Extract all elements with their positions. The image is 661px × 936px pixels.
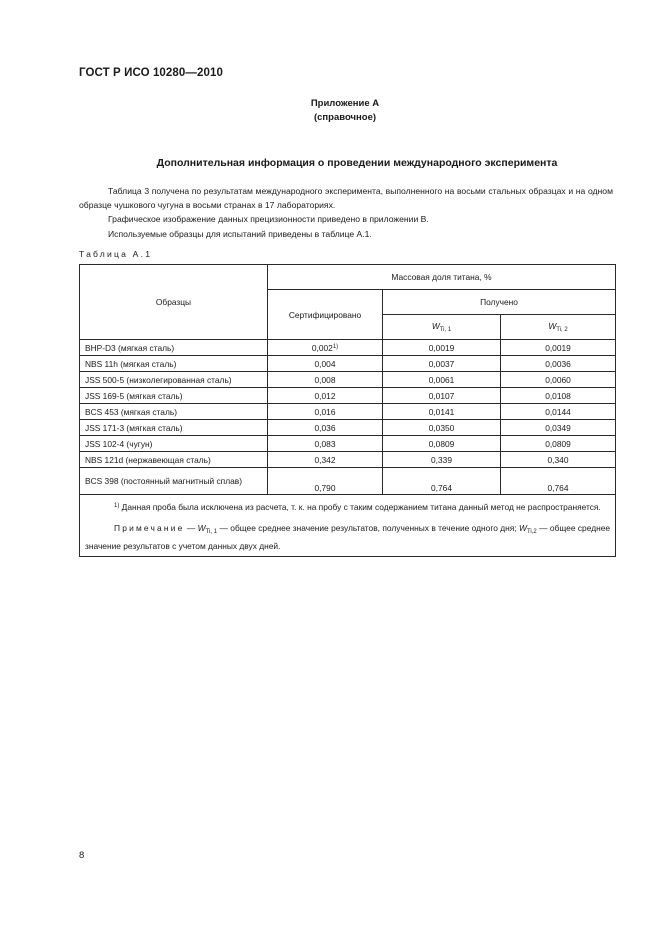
w2-value: 0,0019 <box>501 340 616 356</box>
w2-value: 0,0809 <box>501 436 616 452</box>
sample-name: BCS 398 (постоянный магнитный сплав) <box>80 468 268 495</box>
w-symbol: W <box>431 321 440 331</box>
footnote-marker: 1) <box>114 503 120 509</box>
table-caption: Таблица А.1 <box>79 249 153 259</box>
w-symbol: W <box>519 523 527 533</box>
w1-value: 0,339 <box>383 452 501 468</box>
certified-value: 0,342 <box>268 452 383 468</box>
sample-name: JSS 171-3 (мягкая сталь) <box>80 420 268 436</box>
note <box>85 521 610 553</box>
w-ti-1-subscript: Ti, 1 <box>205 529 218 535</box>
footnote <box>85 499 610 514</box>
sample-name: BHP-D3 (мягкая сталь) <box>80 340 268 356</box>
w2-value: 0,0060 <box>501 372 616 388</box>
w-ti-2-subscript: Ti,2 <box>526 529 537 535</box>
table-row <box>80 404 616 420</box>
certified-value: 0,004 <box>268 356 383 372</box>
certified-value: 0,790 <box>268 468 383 495</box>
header-w-ti-1 <box>383 315 501 340</box>
table-footnotes <box>80 495 616 557</box>
certified-value: 0,012 <box>268 388 383 404</box>
w-symbol: W <box>548 321 557 331</box>
sample-name: NBS 11h (мягкая сталь) <box>80 356 268 372</box>
w1-value: 0,0037 <box>383 356 501 372</box>
w1-value: 0,764 <box>383 468 501 495</box>
w1-value: 0,0141 <box>383 404 501 420</box>
annex-title: Приложение А <box>310 98 380 109</box>
w-symbol: W <box>197 523 206 533</box>
annex-heading <box>0 97 661 125</box>
table-row <box>80 436 616 452</box>
note-w1-definition: — общее среднее значение результатов, полученных в течение одного дня; <box>217 523 517 533</box>
note-label: Примечание <box>114 523 185 533</box>
certified-value: 0,036 <box>268 420 383 436</box>
header-samples: Образцы <box>80 265 268 340</box>
w1-value: 0,0107 <box>383 388 501 404</box>
note-dash: — <box>184 523 198 533</box>
table-row <box>80 356 616 372</box>
w1-value: 0,0809 <box>383 436 501 452</box>
certified-number: 0,002 <box>311 342 333 353</box>
certified-value: 0,016 <box>268 404 383 420</box>
annex-subtitle: (справочное) <box>313 112 377 123</box>
w-ti-2-subscript: Ti, 2 <box>556 327 568 333</box>
intro-text <box>79 184 613 241</box>
certified-value: 0,083 <box>268 436 383 452</box>
table-row <box>80 468 616 495</box>
table-row <box>80 372 616 388</box>
sample-name: BCS 453 (мягкая сталь) <box>80 404 268 420</box>
header-w-ti-2 <box>501 315 616 340</box>
document-id: ГОСТ Р ИСО 10280—2010 <box>79 67 224 79</box>
table-row <box>80 340 616 356</box>
header-mass-fraction: Массовая доля титана, % <box>268 265 616 290</box>
section-title: Дополнительная информация о проведении международного эксперимента <box>156 157 558 169</box>
w2-value: 0,340 <box>501 452 616 468</box>
table-row <box>80 452 616 468</box>
w2-value: 0,0144 <box>501 404 616 420</box>
sample-name: JSS 500-5 (низколегированная сталь) <box>80 372 268 388</box>
intro-paragraph-2: Графическое изображение данных прецизионности приведено в приложении В. <box>108 214 429 225</box>
header-obtained: Получено <box>383 290 616 315</box>
w1-value: 0,0019 <box>383 340 501 356</box>
footnote-text: Данная проба была исключена из расчета, т. к. на пробу с таким содержанием титана данный метод не распространяется. <box>121 502 601 512</box>
table-row <box>80 420 616 436</box>
w2-value: 0,0036 <box>501 356 616 372</box>
sample-name: JSS 102-4 (чугун) <box>80 436 268 452</box>
sample-name: JSS 169-5 (мягкая сталь) <box>80 388 268 404</box>
page-number: 8 <box>79 850 85 861</box>
sample-name: NBS 121d (нержавеющая сталь) <box>80 452 268 468</box>
table-row <box>80 388 616 404</box>
samples-table <box>79 264 616 557</box>
w1-value: 0,0061 <box>383 372 501 388</box>
footnote-reference: 1) <box>332 343 339 350</box>
w2-value: 0,0108 <box>501 388 616 404</box>
w1-value: 0,0350 <box>383 420 501 436</box>
w2-value: 0,0349 <box>501 420 616 436</box>
w-ti-1-subscript: Ti, 1 <box>439 327 452 333</box>
header-certified: Сертифицировано <box>268 290 383 340</box>
certified-value <box>268 340 383 356</box>
intro-paragraph-3: Используемые образцы для испытаний приведены в таблице А.1. <box>108 228 372 239</box>
note-w2-definition: — общее среднее значение результатов с учетом данных двух дней. <box>85 523 611 551</box>
intro-paragraph-1: Таблица 3 получена по результатам международного эксперимента, выполненного на восьми стальных образцах и на одном образце чушкового чугуна в восьми странах в 17 лабораториях. <box>79 186 613 211</box>
w2-value: 0,764 <box>501 468 616 495</box>
certified-value: 0,008 <box>268 372 383 388</box>
